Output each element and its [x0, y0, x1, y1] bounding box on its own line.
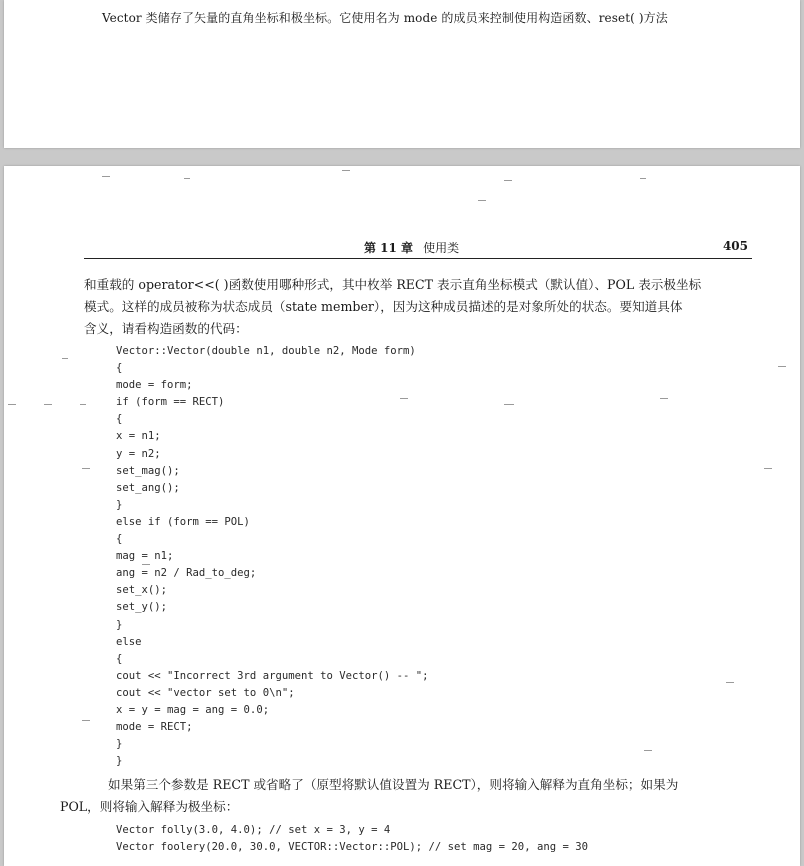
- scan-speck: [82, 468, 90, 469]
- scan-speck: [660, 398, 668, 399]
- code-line: y = n2;: [116, 447, 161, 460]
- code-line: Vector folly(3.0, 4.0); // set x = 3, y = 4: [116, 824, 391, 836]
- code-line: if (form == RECT): [116, 396, 225, 409]
- paragraph-line: POL，则将输入解释为极坐标：: [60, 799, 239, 814]
- scan-speck: [82, 720, 90, 721]
- scan-speck: [504, 404, 514, 405]
- previous-page: [4, 0, 800, 148]
- code-line: }: [116, 498, 123, 511]
- code-line: }: [116, 618, 123, 631]
- code-line: else if (form == POL): [116, 515, 250, 528]
- page-number: 405: [722, 239, 748, 253]
- scan-speck: [778, 366, 786, 367]
- code-line: else: [116, 635, 142, 648]
- chapter-title: 使用类: [423, 241, 460, 255]
- code-line: cout << "vector set to 0\n";: [116, 686, 295, 699]
- code-line: Vector foolery(20.0, 30.0, VECTOR::Vector::POL); // set mag = 20, ang = 30: [116, 841, 588, 853]
- paragraph-line: 模式。这样的成员被称为状态成员（state member），因为这种成员描述的是对象所处的状态。要知道具体: [84, 299, 683, 314]
- body-paragraph-2: [60, 774, 748, 818]
- scan-speck: [62, 358, 68, 359]
- scan-speck: [80, 404, 86, 405]
- body-paragraph-1: [84, 274, 748, 340]
- previous-page-text: Vector 类储存了矢量的直角坐标和极坐标。它使用名为 mode 的成员来控制使用构造函数、reset( )方法: [102, 11, 668, 25]
- scan-speck: [8, 404, 16, 405]
- scan-speck: [44, 404, 52, 405]
- usage-code-block: [116, 822, 588, 856]
- constructor-code-block: [116, 343, 429, 770]
- scan-speck: [764, 468, 772, 469]
- chapter-number: 第 11 章: [364, 241, 414, 255]
- current-page: [4, 166, 800, 866]
- scan-speck: [184, 178, 190, 179]
- code-line: }: [116, 738, 123, 751]
- scan-speck: [644, 750, 652, 751]
- code-line: mode = RECT;: [116, 721, 193, 734]
- code-line: mode = form;: [116, 379, 193, 392]
- code-line: cout << "Incorrect 3rd argument to Vector() -- ";: [116, 669, 429, 682]
- code-line: set_y();: [116, 601, 168, 614]
- paragraph-line: 和重载的 operator<<( )函数使用哪种形式，其中枚举 RECT 表示直角坐标模式（默认值）、POL 表示极坐标: [84, 277, 702, 292]
- scan-speck: [342, 170, 350, 171]
- code-line: x = y = mag = ang = 0.0;: [116, 703, 270, 716]
- code-line: ang = n2 / Rad_to_deg;: [116, 567, 257, 580]
- scan-speck: [726, 682, 734, 683]
- paragraph-line: 含义，请看构造函数的代码：: [84, 321, 248, 336]
- running-header: [84, 236, 752, 259]
- code-line: }: [116, 755, 123, 768]
- code-line: {: [116, 362, 123, 375]
- paragraph-line: 如果第三个参数是 RECT 或省略了（原型将默认值设置为 RECT），则将输入解释为直角坐标；如果为: [108, 777, 679, 792]
- scan-speck: [640, 178, 646, 179]
- code-line: set_x();: [116, 584, 168, 597]
- code-line: set_mag();: [116, 464, 180, 477]
- code-line: {: [116, 652, 123, 665]
- code-line: mag = n1;: [116, 550, 174, 563]
- scan-speck: [504, 180, 512, 181]
- code-line: x = n1;: [116, 430, 161, 443]
- scan-speck: [478, 200, 486, 201]
- scan-speck: [102, 176, 110, 177]
- code-line: set_ang();: [116, 481, 180, 494]
- code-line: {: [116, 533, 123, 546]
- chapter-heading: [364, 239, 459, 256]
- code-line: Vector::Vector(double n1, double n2, Mode form): [116, 345, 416, 357]
- code-line: {: [116, 413, 123, 426]
